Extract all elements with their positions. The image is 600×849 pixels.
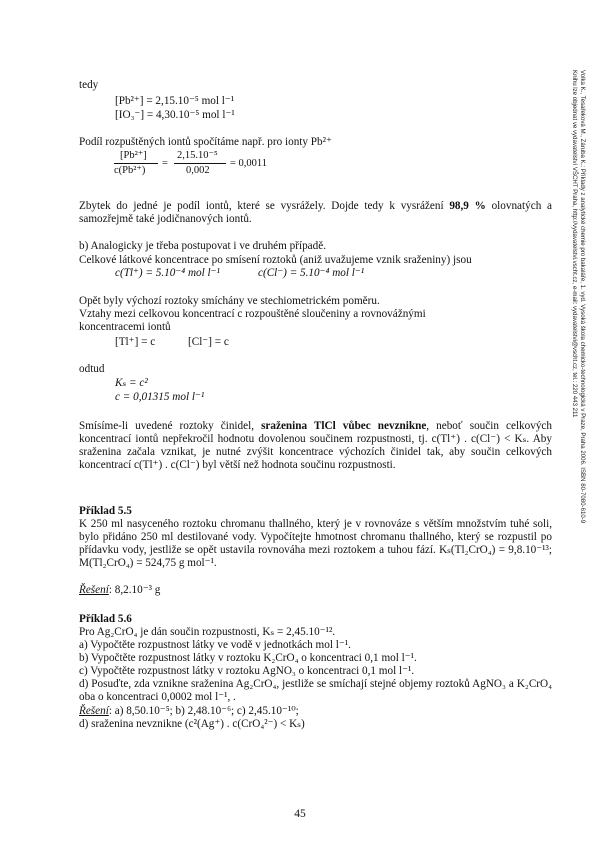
- priklad-5-6-d: d) Posuďte, zda vznikne sraženina Ag₂CrO₄, jestliže se smíchají stejné objemy roztoků AgNO₃ a K₂CrO₄ oba o koncentraci 0,0002 mol l⁻¹, .: [79, 678, 552, 703]
- fraction-equals: =: [162, 158, 168, 169]
- vztahy-line-1: Vztahy mezi celkovou koncentrací c rozpouštěné sloučeniny a rovnovážnými: [79, 308, 426, 320]
- fraction-2-numerator: 2,15.10⁻⁵: [177, 150, 218, 161]
- smisime-text-2: , neboť součin celkových koncentrací iontů nepřekročil hodnotu dovolenou součinem rozpustnosti, tj. c(Tl⁺) . c(Cl⁻) < Kₛ. Aby sraženina začala vznikat, je nutné zvýšit koncentrace výchozích činidel tak, aby součin celkových koncentrací c(Tl⁺) . c(Cl⁻) byl větší než hodnota součinu rozpustnosti.: [79, 420, 552, 471]
- vztahy-line-2: koncentracemi iontů: [79, 321, 171, 333]
- fraction-equation: [114, 150, 354, 190]
- b-celkove: Celkové látkové koncentrace po smísení roztoků (aniž uvažujeme vznik sraženiny) jsou: [79, 254, 472, 266]
- zbytek-text-2: olovnatých a samozřejmě také jodičnanových iontů.: [79, 200, 552, 225]
- opet-text: Opět byly výchozí roztoky smíchány ve stechiometrickém poměru.: [79, 295, 380, 307]
- side-citation: [570, 70, 590, 540]
- odtud-text: odtud: [79, 363, 105, 375]
- priklad-5-6-intro: Pro Ag₂CrO₄ je dán součin rozpustnosti, Kₛ = 2,45.10⁻¹².: [79, 626, 336, 638]
- reseni-label: Řešení: [79, 584, 109, 596]
- smisime-text-1: Smísíme-li uvedené roztoky činidel,: [79, 420, 254, 432]
- priklad-5-5-text: K 250 ml nasyceného roztoku chromanu thallného, který je v rovnováze s větším množstvím tuhé soli, bylo přidáno 250 ml destilované vody. Vypočítejte hmotnost chromanu thallného, který se rozpustil po přídavku vody, jestliže se opět ustavila rovnováha mezi roztokem a tuhou fází. Kₛ(Tl₂CrO₄) = 9,8.10⁻¹³; M(Tl₂CrO₄) = 524,75 g mol⁻¹.: [79, 518, 552, 569]
- priklad-5-6-b: b) Vypočtěte rozpustnost látky v roztoku K₂CrO₄ o koncentraci 0,1 mol l⁻¹.: [79, 652, 417, 664]
- citation-line-2: Knihu lze objednat ve vydavatelství VŠCHT Praha, http://vydavatelstvi.vscht.cz, e-mail: vydavatelstvi@vscht.cz, tel.: 220 443 211: [571, 70, 578, 418]
- podil-intro: Podíl rozpuštěných iontů spočítáme např. pro ionty Pb²⁺: [79, 136, 332, 148]
- priklad-5-6-title: Příklad 5.6: [79, 613, 132, 625]
- fraction-1-numerator: [Pb²⁺]: [120, 150, 147, 161]
- zbytek-text-1: Zbytek do jedné je podíl iontů, které se vysrážely. Dojde tedy k vysrážení: [79, 200, 444, 212]
- reseni-label: Řešení: [79, 705, 109, 717]
- fraction-2-denominator: 0,002: [186, 165, 210, 176]
- priklad-5-6-d-result: d) sraženina nevznikne (c²(Ag⁺) . c(CrO₄²⁻) < Kₛ): [79, 718, 305, 730]
- c-tl-value: c(Tl⁺) = 5.10⁻⁴ mol l⁻¹: [115, 267, 220, 279]
- zbytek-bold: 98,9 %: [449, 200, 486, 212]
- priklad-5-6-a: a) Vypočtěte rozpustnost látky ve vodě v jednotkách mol l⁻¹.: [79, 639, 351, 651]
- fraction-1-bar: [114, 163, 158, 164]
- priklad-5-5-title: Příklad 5.5: [79, 505, 132, 517]
- ks-equation: Kₛ = c²: [115, 377, 148, 389]
- page-number: 45: [294, 808, 306, 820]
- c-cl-value: c(Cl⁻) = 5.10⁻⁴ mol l⁻¹: [258, 267, 365, 279]
- citation-line-1: Volka K., Tesařeková M., Záruba K.: Příklady z analytické chemie pro bakaláře, 1. vyd. Vysoká škola chemicko-technologická v Praze, Praha 2006. ISBN 80-7080-610-9: [579, 70, 586, 524]
- priklad-5-5-reseni: [79, 584, 160, 597]
- smisime-bold: sraženina TlCl vůbec nevznikne: [261, 420, 427, 432]
- io3-concentration: [IO₃⁻] = 4,30.10⁻⁵ mol l⁻¹: [115, 109, 235, 121]
- priklad-5-6-reseni: [79, 705, 299, 718]
- paragraph-smisime: [79, 420, 552, 472]
- reseni-value: : 8,2.10⁻³ g: [108, 584, 161, 596]
- pb-concentration: [Pb²⁺] = 2,15.10⁻⁵ mol l⁻¹: [115, 95, 235, 107]
- c-value: c = 0,01315 mol l⁻¹: [115, 391, 205, 403]
- fraction-result: = 0,0011: [230, 158, 268, 169]
- cl-equation: [Cl⁻] = c: [188, 336, 229, 348]
- priklad-5-6-c: c) Vypočtěte rozpustnost látky v roztoku AgNO₃ o koncentraci 0,1 mol l⁻¹.: [79, 665, 415, 677]
- fraction-2-bar: [174, 163, 226, 164]
- tl-equation: [Tl⁺] = c: [115, 336, 156, 348]
- fraction-1-denominator: c(Pb²⁺): [114, 165, 146, 176]
- paragraph-zbytek: [79, 200, 552, 226]
- b-intro: b) Analogicky je třeba postupovat i ve druhém případě.: [79, 240, 326, 252]
- text-tedy: tedy: [79, 79, 99, 91]
- reseni-value: : a) 8,50.10⁻⁵; b) 2,48.10⁻⁶; c) 2,45.10⁻¹⁰;: [108, 705, 299, 717]
